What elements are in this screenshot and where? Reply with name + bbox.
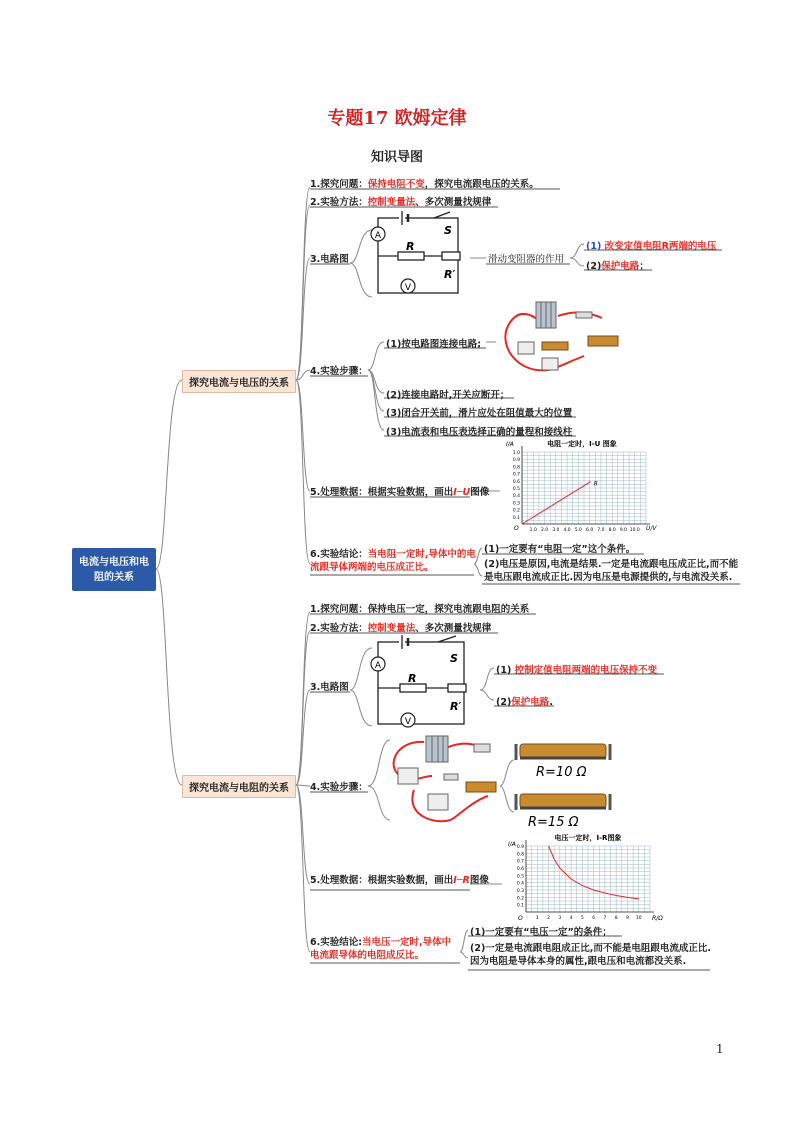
b2-method-key: 控制变量法: [367, 623, 416, 634]
voltmeter-symbol: V: [404, 283, 412, 293]
iu-chart-origin: O: [514, 525, 519, 532]
x-tick-label: 5: [580, 916, 584, 921]
b2-role-2-text: 保护电路: [511, 697, 550, 708]
x-tick-label: 9: [626, 916, 629, 921]
series-label: R: [593, 480, 598, 488]
iu-chart-ylabel: I/A: [506, 441, 514, 448]
b1-role-2: [586, 258, 649, 272]
iu-chart: [502, 436, 658, 536]
y-tick-label: 0.2: [512, 508, 520, 514]
b2-note-1: (1)一定要有“电压一定”的条件；: [470, 927, 612, 938]
resistor-symbol: R: [406, 240, 415, 253]
b2-conclusion-prefix: 6.实验结论:: [310, 937, 363, 948]
b1-conclusion: [310, 548, 478, 574]
x-tick-label: 6.0: [586, 528, 594, 533]
b2-rheostat-symbol: R′: [450, 700, 462, 713]
ir-chart-grid: [526, 840, 654, 912]
resistor-15-label: R=15 Ω: [528, 815, 579, 830]
b1-conclusion-text: 当电阻一定时,导体中的电流跟导体两端的电压成正比。: [310, 549, 476, 573]
y-tick-label: 0.4: [512, 494, 520, 500]
root-label: 电流与电压和电阻的关系: [79, 556, 149, 583]
switch-symbol: S: [444, 224, 452, 237]
x-tick-label: 8: [614, 916, 618, 921]
b1-question-prefix: 1.探究问题：: [310, 179, 368, 190]
b2-method-rest: 、多次测量找规律: [415, 623, 492, 634]
b2-switch-symbol: S: [450, 652, 458, 665]
x-tick-label: 1.0: [529, 528, 537, 533]
x-tick-label: 10.0: [629, 528, 640, 533]
b2-data-prefix: 5.处理数据：根据实验数据，画出: [310, 875, 454, 886]
b2-data: [310, 872, 489, 886]
b1-conclusion-prefix: 6.实验结论：: [310, 549, 368, 560]
ir-chart: [504, 830, 664, 926]
x-tick-label: 5.0: [574, 528, 582, 533]
b1-step-4: (3)电流表和电压表选择正确的量程和接线柱: [386, 427, 573, 438]
x-tick-label: 3.0: [552, 528, 560, 533]
b2-role-2-prefix: (2): [496, 697, 512, 708]
y-tick-label: 0.4: [516, 881, 524, 887]
rheostat-symbol: R′: [444, 268, 456, 281]
x-tick-label: 3: [558, 916, 562, 921]
b2-apparatus-photo: [384, 730, 502, 830]
x-tick-label: 7.0: [597, 528, 605, 533]
y-tick-label: 0.1: [516, 903, 524, 909]
page-number: 1: [716, 1042, 724, 1056]
b2-role-1: [496, 662, 657, 676]
b1-circuit-diagram: [360, 208, 472, 300]
resistor-10-label: R=10 Ω: [536, 765, 587, 780]
b2-role-1-prefix: (1): [496, 665, 512, 676]
b2-conclusion-text: 当电压一定时,导体中电流跟导体的电阻成反比。: [310, 937, 452, 961]
b1-data-prefix: 5.处理数据：根据实验数据，画出: [310, 487, 454, 498]
root-node: [72, 548, 156, 591]
y-tick-label: 0.9: [516, 845, 524, 850]
branch-current-resistance: 探究电流与电阻的关系: [182, 775, 296, 798]
b1-data-rest: 图像: [470, 487, 490, 498]
b2-role-2: [496, 694, 553, 708]
document-subtitle: 知识导图: [370, 150, 423, 165]
ammeter-symbol: A: [374, 231, 382, 241]
x-tick-label: 1: [535, 916, 539, 921]
b2-steps-label: 4.实验步骤：: [310, 782, 368, 793]
b1-circuit-label: 3.电路图: [310, 254, 349, 265]
b2-role-1-text: 控制定值电阻两端的电压保持不变: [514, 665, 658, 676]
y-tick-label: 0.6: [516, 867, 524, 872]
b1-step-2: (2)连接电路时,开关应断开；: [386, 390, 510, 401]
y-tick-label: 1.0: [512, 451, 520, 456]
b2-circuit-label: 3.电路图: [310, 682, 349, 693]
b2-note-2: (2)一定是电流跟电阻成正比,而不能是电阻跟电流成正比.因为电阻是导体本身的属性,跟电压和电流都没关系.: [470, 943, 712, 967]
b1-data-graph: I─U: [453, 487, 471, 498]
x-tick-label: 6: [592, 916, 596, 921]
b2-voltmeter-symbol: V: [404, 717, 412, 727]
x-tick-label: 4: [569, 916, 573, 921]
y-tick-label: 0.8: [512, 465, 520, 471]
b1-steps-label: 4.实验步骤：: [310, 366, 368, 377]
iu-chart-title: 电阻一定时，I-U 图象: [547, 440, 617, 448]
x-tick-label: 7: [603, 916, 607, 921]
b1-data: [310, 484, 489, 498]
b2-ammeter-symbol: A: [374, 661, 382, 671]
b2-data-graph: I─R: [453, 875, 470, 886]
b1-question: [310, 176, 539, 190]
b1-question-rest: ，探究电流跟电压的关系。: [424, 179, 539, 190]
b1-rheostat-role: 滑动变阻器的作用: [488, 254, 565, 265]
ir-chart-origin: O: [518, 915, 523, 922]
ir-chart-ylabel: I/A: [508, 841, 516, 848]
b2-question: 1.探究问题：保持电压一定，探究电流跟电阻的关系: [310, 604, 530, 615]
b1-note-1: (1)一定要有“电阻一定”这个条件。: [484, 544, 636, 555]
y-tick-label: 0.5: [512, 487, 520, 492]
resistor-15-photo: [514, 790, 612, 830]
b2-conclusion: [310, 936, 460, 962]
x-tick-label: 9.0: [619, 528, 628, 533]
b2-resistor-symbol: R: [408, 672, 417, 685]
b1-role-1: [586, 238, 716, 252]
b1-method: [310, 194, 491, 208]
b1-note-2: (2)电压是原因,电流是结果.一定是电流跟电压成正比,而不能是电压跟电流成正比.因为电压是电源提供的,与电流没关系.: [484, 559, 739, 583]
x-tick-label: 2: [547, 916, 550, 921]
b1-method-rest: 、多次测量找规律: [415, 197, 492, 208]
y-tick-label: 0.1: [512, 515, 520, 521]
document-title: 专题17 欧姆定律: [327, 108, 467, 129]
branch-current-voltage: 探究电流与电压的关系: [182, 370, 296, 393]
y-tick-label: 0.3: [516, 889, 524, 894]
b1-role-1-prefix: (1): [586, 241, 602, 252]
y-tick-label: 0.8: [516, 852, 524, 858]
b1-step-3: (3)闭合开关前，滑片应处在阻值最大的位置: [386, 408, 573, 419]
b1-step-1: (1)按电路图连接电路;: [386, 339, 482, 350]
b2-method-prefix: 2.实验方法：: [310, 623, 368, 634]
b1-apparatus-photo: [498, 296, 624, 378]
ir-chart-title: 电压一定时，I-R图象: [554, 834, 622, 842]
y-tick-label: 0.7: [516, 859, 524, 865]
b2-data-rest: 图像: [469, 875, 489, 886]
resistor-10-photo: [514, 740, 612, 780]
b1-method-key: 控制变量法: [367, 197, 416, 208]
b1-method-prefix: 2.实验方法：: [310, 197, 368, 208]
b2-circuit-diagram: [360, 632, 476, 732]
y-tick-label: 0.9: [512, 458, 520, 464]
x-tick-label: 4.0: [563, 528, 571, 533]
b1-role-2-text: 保护电路: [601, 261, 640, 272]
y-tick-label: 0.7: [512, 472, 520, 478]
b1-role-2-rest: ；: [639, 261, 649, 272]
ir-chart-xlabel: R/Ω: [652, 915, 663, 922]
b1-role-2-prefix: (2): [586, 261, 602, 272]
y-tick-label: 0.2: [516, 896, 524, 902]
y-tick-label: 0.5: [516, 874, 524, 880]
b2-role-2-rest: .: [549, 697, 553, 708]
x-tick-label: 2.0: [540, 528, 549, 533]
x-tick-label: 8.0: [608, 528, 616, 533]
y-tick-label: 0.6: [512, 479, 520, 485]
iu-chart-xlabel: U/V: [646, 525, 657, 532]
x-tick-label: 10: [635, 916, 642, 921]
b1-question-key: 保持电阻不变: [367, 179, 425, 190]
b1-role-1-text: 改变定值电阻R两端的电压: [604, 241, 717, 252]
y-tick-label: 0.3: [512, 501, 520, 507]
